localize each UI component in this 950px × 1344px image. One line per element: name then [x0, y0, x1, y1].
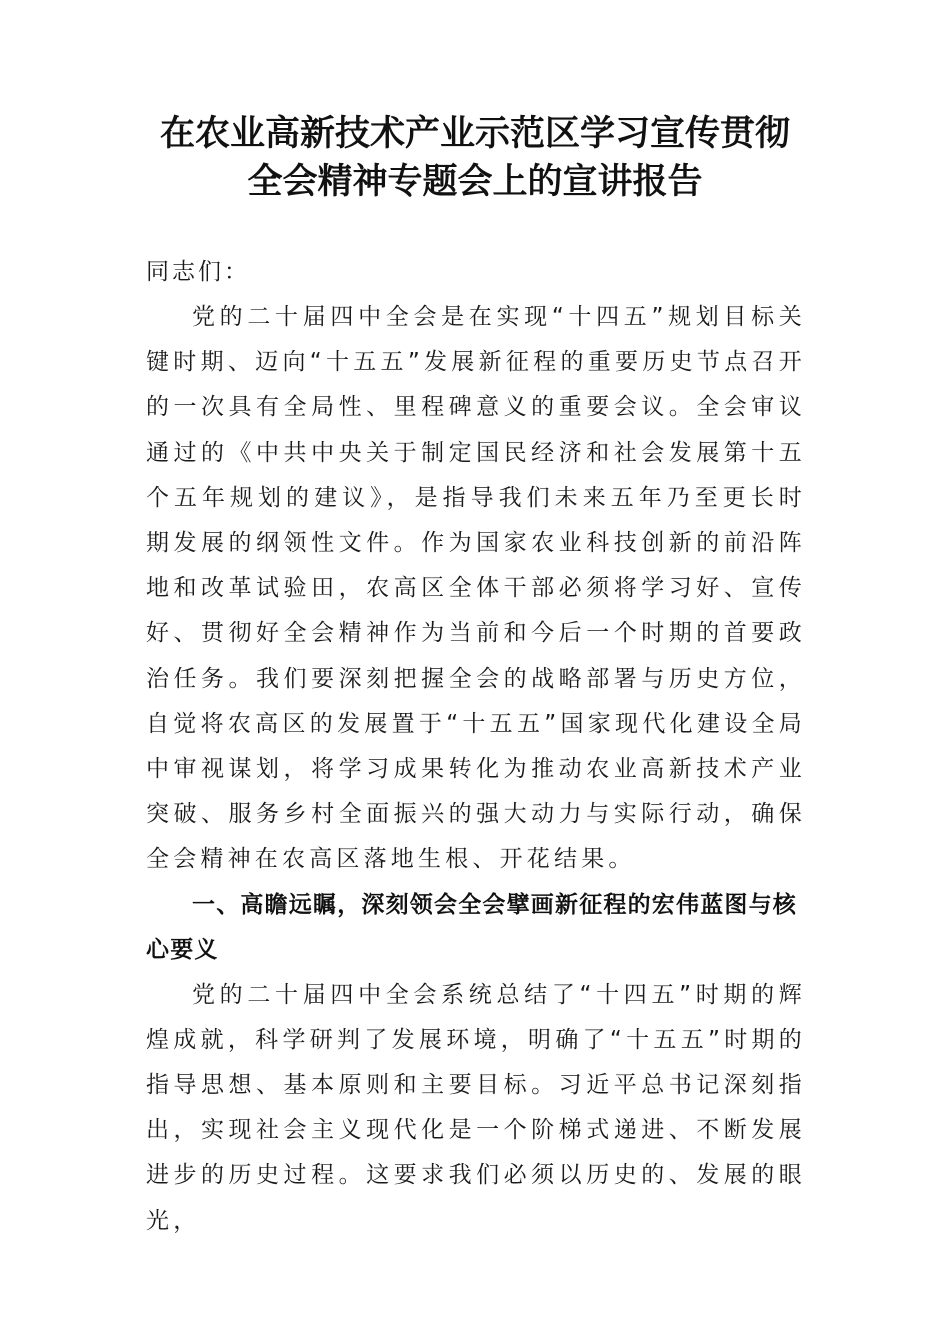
salutation: 同志们：	[146, 259, 250, 285]
section-heading-1: 一、高瞻远瞩，深刻领会全会擘画新征程的宏伟蓝图与核心要义	[146, 891, 797, 963]
document-body	[146, 250, 806, 1244]
document-title	[0, 110, 950, 206]
paragraph-intro: 党的二十届四中全会是在实现“十四五”规划目标关键时期、迈向“十五五”发展新征程的重要历史节点召开的一次具有全局性、里程碑意义的重要会议。全会审议通过的《中共中央关于制定国民经济和社会发展第十五个五年规划的建议》，是指导我们未来五年乃至更长时期发展的纲领性文件。作为国家农业科技创新的前沿阵地和改革试验田，农高区全体干部必须将学习好、宣传好、贯彻好全会精神作为当前和今后一个时期的首要政治任务。我们要深刻把握全会的战略部署与历史方位，自觉将农高区的发展置于“十五五”国家现代化建设全局中审视谋划，将学习成果转化为推动农业高新技术产业突破、服务乡村全面振兴的强大动力与实际行动，确保全会精神在农高区落地生根、开花结果。	[146, 304, 806, 873]
paragraph-section-1: 党的二十届四中全会系统总结了“十四五”时期的辉煌成就，科学研判了发展环境，明确了“十五五”时期的指导思想、基本原则和主要目标。习近平总书记深刻指出，实现社会主义现代化是一个阶梯式递进、不断发展进步的历史过程。这要求我们必须以历史的、发展的眼光，	[146, 981, 806, 1234]
title-line-1: 在农业高新技术产业示范区学习宣传贯彻	[159, 113, 790, 154]
title-line-2: 全会精神专题会上的宣讲报告	[247, 161, 703, 202]
